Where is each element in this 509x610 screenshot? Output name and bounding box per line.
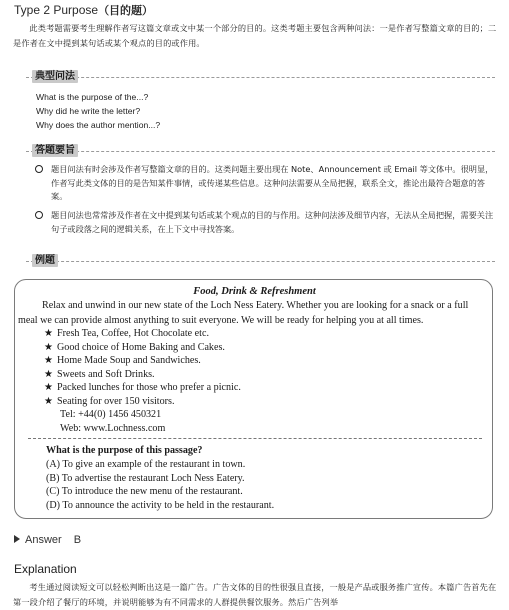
star-icon: ★: [44, 382, 54, 394]
intro-paragraph: 此类考题需要考生理解作者写这篇文章或文中某一个部分的目的。这类考题主要包含两种问法：一是作者写整篇文章的目的；二是作者在文中提到某句话或某个观点的目的或作用。: [13, 23, 497, 48]
list-item: ★ Good choice of Home Baking and Cakes.: [44, 341, 225, 353]
star-icon: ★: [44, 328, 54, 339]
contact-tel: Tel: +44(0) 1456 450321: [60, 409, 162, 420]
list-item: ★ Fresh Tea, Coffee, Hot Chocolate etc.: [44, 328, 209, 339]
contact-block: [60, 408, 165, 435]
option-c: (C) To introduce the new menu of the restaurant.: [46, 486, 243, 498]
essential-point: [36, 163, 496, 204]
example-item-list: [44, 327, 241, 409]
list-item: ★ Sweets and Soft Drinks.: [44, 368, 155, 380]
star-icon: ★: [44, 368, 54, 380]
list-item: ★ Seating for over 150 visitors.: [44, 395, 175, 407]
page-heading: [14, 2, 153, 18]
option-b: (B) To advertise the restaurant Loch Ness Eatery.: [46, 472, 245, 484]
question-text: What is the purpose of this passage?: [46, 445, 203, 456]
triangle-right-icon: [14, 535, 20, 543]
typical-question-list: [36, 90, 160, 132]
option-a: (A) To give an example of the restaurant in town.: [46, 459, 246, 470]
essentials-divider: [26, 151, 495, 152]
example-divider: [26, 261, 495, 262]
example-paragraph: Relax and unwind in our new state of the Loch Ness Eatery. Whether you are looking for a snack or a full meal we can provide almost anything to suit everyone. We will be ready for helping you at all times.: [18, 300, 469, 326]
explanation-title: Explanation: [14, 562, 77, 576]
option-d: (D) To announce the activity to be held in the restaurant.: [46, 499, 275, 511]
heading-prefix: Type 2 Purpose: [14, 3, 99, 17]
section-label-typical: 典型问法: [32, 70, 78, 83]
circle-bullet-icon: [35, 211, 43, 219]
heading-cn: （目的题）: [98, 4, 154, 17]
contact-web: Web: www.Lochness.com: [60, 422, 166, 434]
answer-options: [46, 458, 274, 512]
example-title: Food, Drink & Refreshment: [193, 286, 316, 297]
star-icon: ★: [44, 341, 54, 353]
essential-text: 题目问法有时会涉及作者写整篇文章的目的。这类问题主要出现在 Note、Announcement 或 Email 等文体中。很明显，作者写此类文体的目的是告知某件事情，或传递某些信息。这种问法需要从全局把握，联系全文，推论出最符合题意的答案。: [51, 164, 494, 201]
typical-divider: [26, 77, 495, 78]
answer-value: B: [73, 534, 82, 546]
section-label-essentials: 答题要旨: [32, 144, 78, 157]
question-divider: [28, 438, 482, 439]
star-icon: ★: [44, 355, 54, 367]
star-icon: ★: [44, 395, 54, 407]
answer-label: Answer: [25, 534, 62, 546]
typical-question: What is the purpose of the...?: [36, 92, 149, 102]
circle-bullet-icon: [35, 165, 43, 173]
answer-line: [14, 534, 81, 546]
essential-text: 题目问法也常常涉及作者在文中提到某句话或某个观点的目的与作用。这种问法涉及细节内容，无法从全局把握，需要关注句子或段落之间的逻辑关系，在上下文中寻找答案。: [51, 210, 494, 234]
typical-question: Why did he write the letter?: [36, 106, 141, 116]
explanation-paragraph: 考生通过阅读短文可以轻松判断出这是一篇广告。广告文体的目的性很强且直接，一般是产品或服务推广宣传。本篇广告首先在第一段介绍了餐厅的环境，并说明能够为有不同需求的人群提供餐饮服务。然后广告列举: [13, 582, 497, 607]
essential-point: [36, 209, 496, 236]
list-item: ★ Packed lunches for those who prefer a picnic.: [44, 382, 241, 394]
typical-question: Why does the author mention...?: [36, 120, 161, 130]
list-item: ★ Home Made Soup and Sandwiches.: [44, 355, 201, 367]
section-label-example: 例题: [32, 254, 58, 267]
